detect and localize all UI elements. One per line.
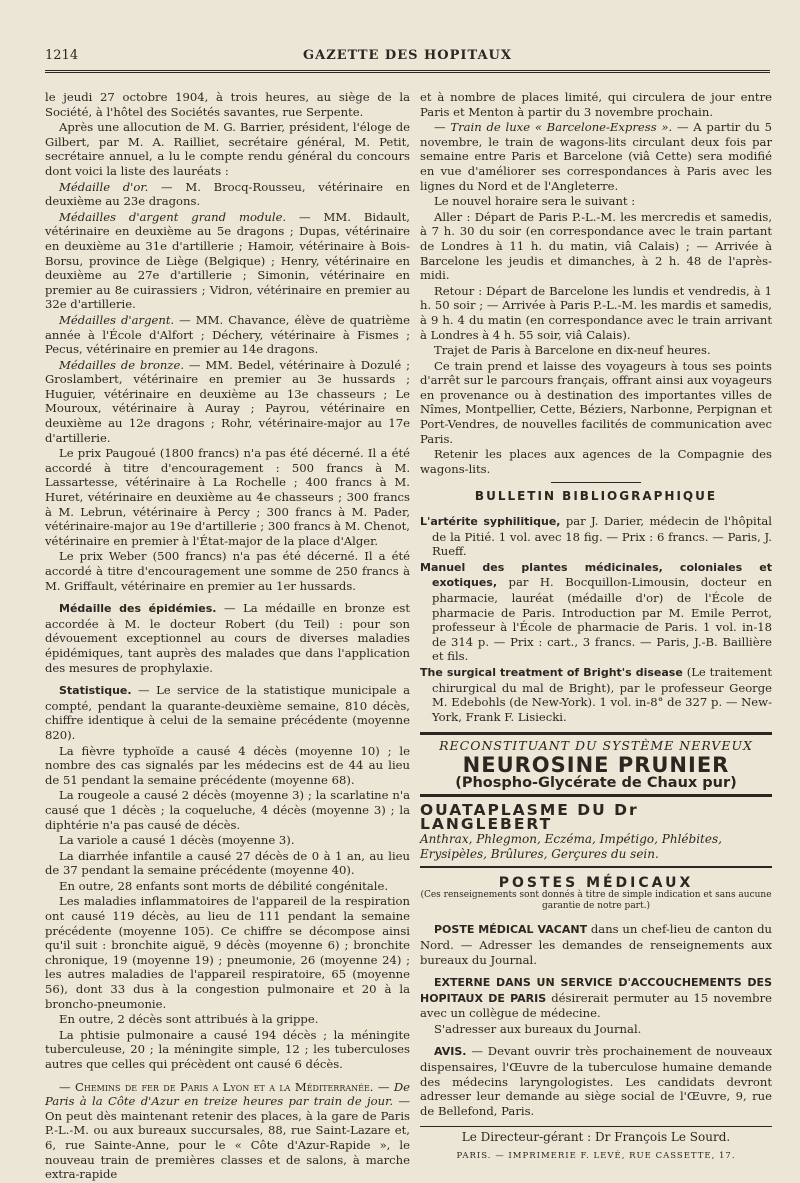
section-heading: — Train de luxe « Barcelone-Express ». xyxy=(434,120,673,135)
paragraph: Les maladies inflammatoires de l'appareil de la respiration ont causé 119 décès, au lieu de 111 pendant la semaine précédente (moyenne 105). Ce chiffre se décompose ainsi qu'il suit : bronchite aiguë, 9 décès (moyenne 6) ; bronchite chronique, 19 (moyenne 19) ; pneumonie, 26 (moyenne 24) ; les autres maladies de l'appareil respiratoire, 65 (moyenne 56), dont 33 dus à la congestion pulmonaire et 20 à la broncho-pneumonie. xyxy=(45,894,410,1011)
advertisement-neurosine xyxy=(420,732,772,796)
listing-heading: POSTE MÉDICAL VACANT xyxy=(434,923,588,937)
award-heading: Médailles de bronze. xyxy=(59,357,185,372)
ad-product-description: (Phospho-Glycérate de Chaux pur) xyxy=(420,776,772,797)
section-text: — La médaille en bronze est accordée à M. le docteur Robert (du Teil) : pour son dévouement exceptionnel au cours de diverses maladies épidémiques, tant auprès des malades que dans l'application des mesures de prophylaxie. xyxy=(45,601,411,675)
paragraph: La phtisie pulmonaire a causé 194 décès ; la méningite tuberculeuse, 20 ; la méningite simple, 12 ; les tuberculoses autres que celles qui précèdent ont causé 6 décès. xyxy=(45,1027,410,1071)
header-rule xyxy=(45,70,770,73)
award-text: — MM. Bidault, vétérinaire en deuxième au 5e dragons ; Dupas, vétérinaire en deuxième au 31e d'artillerie ; Hamoir, vétérinaire à Bois-Borsu, province de Liège (Belgique) ; Henry, vétérinaire en deuxième au 27e d'artillerie ; Simonin, vétérinaire en premier au 8e cuirassiers ; Vidron, vétérinaire en premier au 32e d'artillerie. xyxy=(45,209,410,312)
book-details: par J. Darier, médecin de l'hôpital de la Pitié. 1 vol. avec 18 fig. — Prix : 6 francs. — Paris, J. Rueff. xyxy=(432,514,773,559)
ad-product-name: NEUROSINE PRUNIER xyxy=(462,752,730,777)
award-text: — M. Brocq-Rousseu, vétérinaire en deuxième au 23e dragons. xyxy=(45,179,410,209)
listing xyxy=(420,975,772,1021)
paragraph: Après une allocution de M. G. Barrier, président, l'éloge de Gilbert, par M. A. Railliet, secrétaire général, M. Petit, secrétaire annuel, a lu le compte rendu général du concours dont voici la liste des lauréats : xyxy=(45,120,410,178)
ad-ouataplasme-title: OUATAPLASME DU Dr LANGLEBERT xyxy=(420,800,639,834)
listing xyxy=(420,922,772,967)
paragraph: En outre, 28 enfants sont morts de débilité congénitale. xyxy=(59,878,389,893)
paragraph xyxy=(45,180,410,209)
page-header xyxy=(45,48,770,66)
postes-disclaimer: (Ces renseignements sont donnés à titre de simple indication et sans aucune garantie de notre part.) xyxy=(420,890,772,912)
paragraph: Le prix Weber (500 francs) n'a pas été décerné. Il a été accordé à titre d'encouragement une somme de 250 francs à M. Griffault, vétérinaire en premier au 1er hussards. xyxy=(45,549,410,593)
paragraph xyxy=(45,601,410,675)
director-line: Le Directeur-gérant : Dr François Le Sourd. xyxy=(420,1126,772,1145)
paragraph: Trajet de Paris à Barcelone en dix-neuf heures. xyxy=(434,343,711,358)
paragraph: La variole a causé 1 décès (moyenne 3). xyxy=(59,833,295,848)
paragraph: La diarrhée infantile a causé 27 décès de 0 à 1 an, au lieu de 37 pendant la semaine précédente (moyenne 40). xyxy=(45,848,410,878)
paragraph: et à nombre de places limité, qui circulera de jour entre Paris et Menton à partir du 3 novembre prochain. xyxy=(420,90,772,119)
postes-medicaux-title: POSTES MÉDICAUX xyxy=(498,874,694,891)
paragraph: le jeudi 27 octobre 1904, à trois heures, au siège de la Société, à l'hôtel des Sociétés savantes, rue Serpente. xyxy=(45,90,410,119)
paragraph xyxy=(45,683,410,742)
imprint-line: PARIS. — IMPRIMERIE F. LEVÉ, RUE CASSETTE, 17. xyxy=(456,1151,736,1162)
section-heading: Statistique. xyxy=(59,684,132,698)
paragraph: Retenir les places aux agences de la Compagnie des wagons-lits. xyxy=(420,447,772,476)
paragraph xyxy=(45,358,410,446)
award-text: — MM. Bedel, vétérinaire à Dozulé ; Groslambert, vétérinaire en premier au 3e hussards ; Huguier, vétérinaire en deuxième au 13e chasseurs ; Le Mouroux, vétérinaire à Auray ; Payrou, vétérinaire en deuxième au 12e dragons ; Rohr, vétérinaire-major au 17e d'artillerie. xyxy=(45,357,410,445)
paragraph: Le prix Paugoué (1800 francs) n'a pas été décerné. Il a été accordé à titre d'encouragement : 500 francs à M. Lassartesse, vétérinaire à La Rochelle ; 400 francs à M. Huret, vétérinaire en deuxième au 4e chasseurs ; 300 francs à M. Lebrun, vétérinaire à Percy ; 300 francs à M. Pader, vétérinaire-major au 19e d'artillerie ; 300 francs à M. Chenot, vétérinaire en premier à l'État-major de la place d'Alger. xyxy=(45,446,410,548)
page-number: 1214 xyxy=(45,48,79,63)
paragraph xyxy=(420,120,772,193)
ad-ouataplasme-indications: Anthrax, Phlegmon, Eczéma, Impétigo, Phlébites, Erysipèles, Brûlures, Gerçures du sein. xyxy=(420,832,772,868)
paragraph: Le nouvel horaire sera le suivant : xyxy=(434,194,636,209)
award-text: — MM. Chavance, élève de quatrième année à l'École d'Alfort ; Déchery, vétérinaire à Fismes ; Pecus, vétérinaire en premier au 14e dragons. xyxy=(45,312,411,357)
paragraph: Ce train prend et laisse des voyageurs à tous ses points d'arrêt sur le parcours français, offrant ainsi aux voyageurs en provenance ou à destination des importantes villes de Nîmes, Montpellier, Cette, Béziers, Narbonne, Perpignan et Port-Vendres, de nouvelles facilités de communication avec Paris. xyxy=(420,358,772,446)
paragraph: Retour : Départ de Barcelone les lundis et vendredis, à 1 h. 50 soir ; — Arrivée à Paris P.-L.-M. les mardis et samedis, à 9 h. 4 du matin (en correspondance avec le train arrivant à Londres à 4 h. 55 soir, viâ Calais). xyxy=(420,283,772,342)
book-title: L'artérite syphilitique, xyxy=(420,515,561,529)
section-heading: — Chemins de fer de Paris a Lyon et a la Méditerranée. xyxy=(59,1079,374,1094)
paragraph: La fièvre typhoïde a causé 4 décès (moyenne 10) ; le nombre des cas signalés par les médecins est de 44 au lieu de 51 pendant la semaine précédente (moyenne 68). xyxy=(45,743,410,787)
bibliography-entry xyxy=(420,560,772,664)
left-column xyxy=(45,90,410,1183)
award-heading: Médailles d'argent. xyxy=(59,312,175,327)
paragraph xyxy=(45,313,410,357)
listing-text: dans un chef-lieu de canton du Nord. — Adresser les demandes de renseignements aux bureaux du Journal. xyxy=(420,922,772,967)
listing: S'adresser aux bureaux du Journal. xyxy=(434,1021,642,1036)
book-title: Manuel des plantes médicinales, coloniales et exotiques, xyxy=(420,560,772,590)
ad-tagline: RECONSTITUANT DU SYSTÈME NERVEUX xyxy=(439,738,753,754)
paragraph xyxy=(45,1080,410,1182)
section-subheading: — De Paris à la Côte d'Azur en treize heures par train de jour. xyxy=(45,1079,410,1109)
listing-text: — Devant ouvrir très prochainement de nouveaux dispensaires, l'Œuvre de la tuberculose humaine demande des médecins laryngologistes. Les candidats devront adresser leur demande au siège social de l'Œuvre, 9, rue de Bellefond, Paris. xyxy=(420,1044,772,1118)
book-details: par H. Bocquillon-Limousin, docteur en pharmacie, lauréat (médaille d'or) de l'École de pharmacie de Paris. Introduction par M. Emile Perrot, professeur à l'École de pharmacie de Paris. 1 vol. in-18 de 314 p. — Prix : cart., 3 francs. — Paris, J.-B. Baillière et fils. xyxy=(432,575,772,664)
award-heading: Médaille d'or. xyxy=(59,179,149,194)
section-text: — Le service de la statistique municipale a compté, pendant la quarante-deuxième semaine, 810 décès, chiffre identique à celui de la semaine précédente (moyenne 820). xyxy=(45,683,410,742)
bibliography-list xyxy=(420,514,772,724)
listing-heading: AVIS. xyxy=(434,1045,467,1059)
section-text: — A partir du 5 novembre, le train de wagons-lits circulant deux fois par semaine entre Paris et Barcelone (viâ Cette) sera modifié en vue d'améliorer ses correspondances à Paris avec les lignes du Nord et de l'Angleterre. xyxy=(420,120,772,193)
bulletin-title: BULLETIN BIBLIOGRAPHIQUE xyxy=(474,489,718,504)
paragraph: Aller : Départ de Paris P.-L.-M. les mercredis et samedis, à 7 h. 30 du soir (en correspondance avec le train partant de Londres à 11 h. du matin, viâ Calais) ; — Arrivée à Barcelone les jeudis et dimanches, à 2 h. 48 de l'après-midi. xyxy=(420,209,772,283)
book-details: (Le traitement chirurgical du mal de Bright), par le professeur George M. Edebohls (de New-York). 1 vol. in-8° de 327 p. — New-York, Frank F. Lisiecki. xyxy=(432,664,773,724)
right-column xyxy=(420,90,772,1164)
paragraph: La rougeole a causé 2 décès (moyenne 3) ; la scarlatine n'a causé que 1 décès ; la coqueluche, 4 décès (moyenne 3) ; la diphtérie n'a pas causé de décès. xyxy=(45,788,410,832)
paragraph: En outre, 2 décès sont attribués à la grippe. xyxy=(59,1012,319,1027)
journal-title: GAZETTE DES HOPITAUX xyxy=(303,48,512,63)
bibliography-entry xyxy=(420,514,772,559)
bibliography-entry xyxy=(420,665,772,724)
listing-heading: EXTERNE DANS UN SERVICE D'ACCOUCHEMENTS DES HOPITAUX DE PARIS xyxy=(420,976,772,1005)
listing xyxy=(420,1044,772,1118)
listing-text: désirerait permuter au 15 novembre avec un collègue de médecine. xyxy=(420,990,773,1021)
separator xyxy=(551,482,641,483)
section-text: — On peut dès maintenant retenir des places, à la gare de Paris P.-L.-M. ou aux bureaux succursales, 88, rue Saint-Lazare et, 6, rue Sainte-Anne, pour le « Côte d'Azur-Rapide », le nouveau train de premières classes et de salons, à marche extra-rapide xyxy=(45,1094,411,1182)
book-title: The surgical treatment of Bright's disease xyxy=(420,665,683,679)
section-heading: Médaille des épidémies. xyxy=(59,602,217,616)
paragraph xyxy=(45,210,410,312)
award-heading: Médailles d'argent grand module. xyxy=(59,209,287,224)
